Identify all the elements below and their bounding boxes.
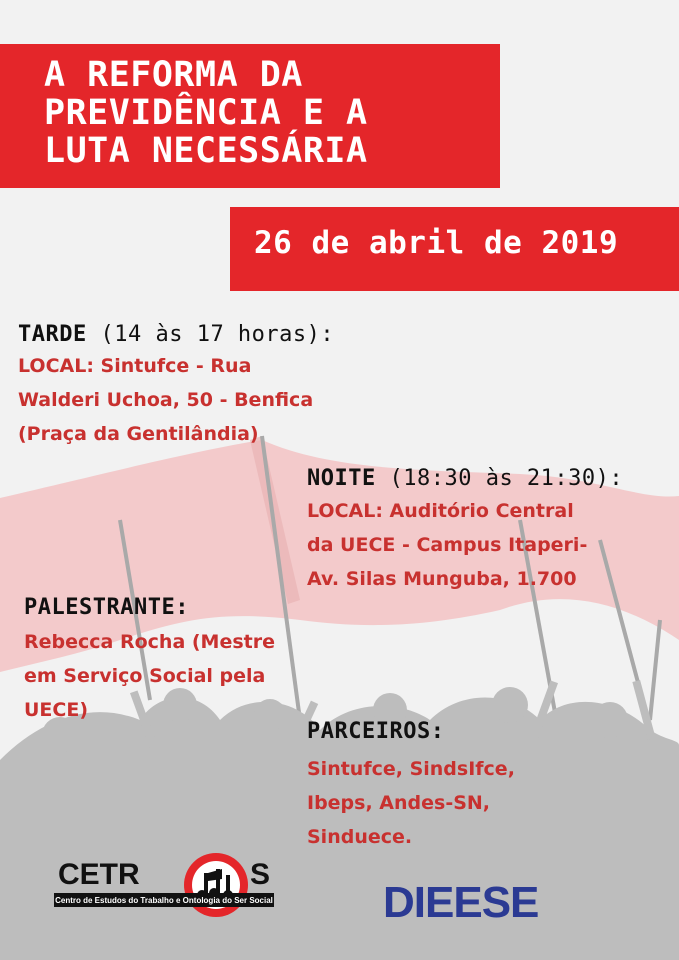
noite-local-line: da UECE - Campus Itaperi-	[307, 534, 588, 556]
tarde-heading	[18, 322, 334, 347]
tarde-local-line: (Praça da Gentilândia)	[18, 423, 259, 445]
dieese-text: DIEESE	[383, 878, 539, 921]
palestrante-info	[24, 625, 275, 727]
cetros-text-left: CETR	[58, 858, 140, 891]
palestrante-heading	[24, 595, 189, 620]
noite-local-line: LOCAL: Auditório Central	[307, 500, 574, 522]
event-date: 26 de abril de 2019	[254, 225, 619, 261]
cetros-logo	[54, 851, 286, 921]
tarde-time: (14 às 17 horas):	[100, 322, 335, 347]
palestrante-line: UECE)	[24, 699, 89, 721]
palestrante-line: Rebecca Rocha (Mestre	[24, 631, 275, 653]
noite-heading	[307, 466, 623, 491]
date-banner	[230, 207, 679, 291]
parceiros-line: Ibeps, Andes-SN,	[307, 792, 491, 814]
parceiros-heading	[307, 719, 444, 744]
parceiros-line: Sinduece.	[307, 826, 413, 848]
noite-label: NOITE	[307, 466, 376, 491]
tarde-local	[18, 349, 313, 451]
parceiros-line: Sintufce, SindsIfce,	[307, 758, 515, 780]
palestrante-label: PALESTRANTE:	[24, 595, 189, 620]
cetros-tagline: Centro de Estudos do Trabalho e Ontologia do Ser Social	[55, 896, 273, 905]
noite-local-line: Av. Silas Munguba, 1.700	[307, 568, 577, 590]
tarde-local-line: Walderi Uchoa, 50 - Benfica	[18, 389, 314, 411]
title-banner	[0, 44, 500, 188]
tarde-local-line: LOCAL: Sintufce - Rua	[18, 355, 252, 377]
parceiros-label: PARCEIROS:	[307, 719, 445, 744]
poster-title: A REFORMA DA PREVIDÊNCIA E A LUTA NECESSÁRIA	[44, 55, 368, 171]
parceiros-list	[307, 752, 515, 854]
noite-time: (18:30 às 21:30):	[389, 466, 624, 491]
palestrante-line: em Serviço Social pela	[24, 665, 266, 687]
tarde-label: TARDE	[18, 322, 87, 347]
cetros-text-right: S	[250, 858, 271, 891]
noite-local	[307, 494, 587, 596]
dieese-logo	[383, 877, 588, 921]
